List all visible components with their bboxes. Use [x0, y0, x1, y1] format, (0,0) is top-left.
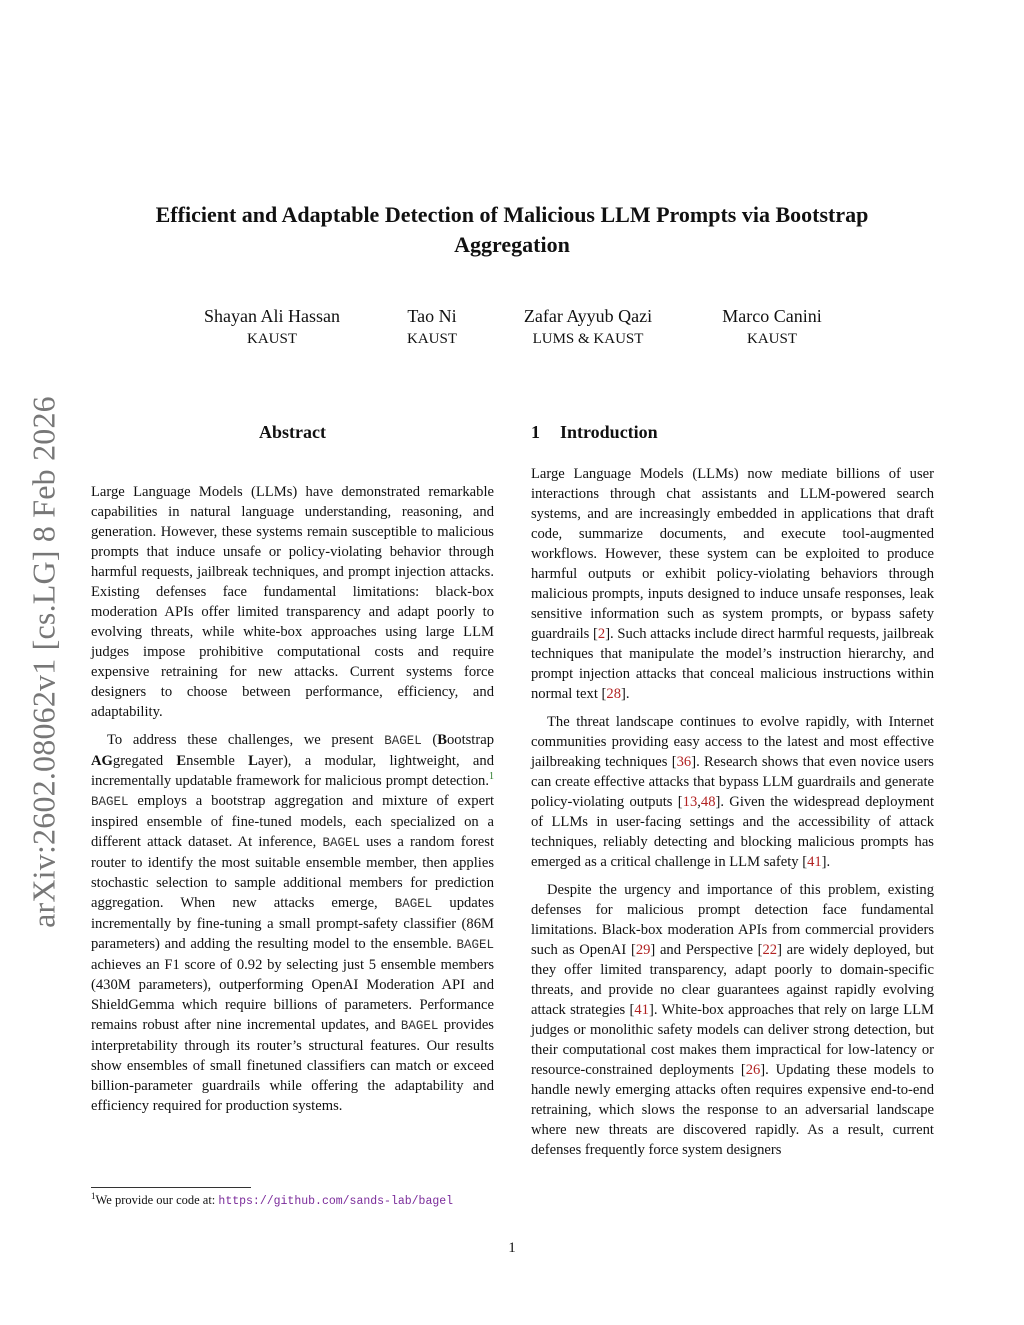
text-run: ].	[821, 854, 831, 870]
citation-link[interactable]: 22	[762, 942, 778, 958]
text-run: ]. Given the widespread deployment of LLMs in user-facing settings and the accessibility of attack techniques, reliably detecting and blocking malicious prompts has emerged as a critical challenge in LLM safety [	[531, 794, 934, 870]
citation-link[interactable]: 29	[635, 942, 651, 958]
author-affiliation: KAUST	[746, 331, 798, 347]
text-run: ,	[697, 794, 701, 810]
introduction-paragraph	[531, 464, 934, 704]
text-run: ]. White-box approaches that rely on large LLM judges or monolithic safety models can deliver strong detection, but their computational cost makes them impractical for low-latency or resource-constrained deployments [	[531, 1002, 935, 1078]
text-run: achieves an F1 score of 0.92 by selecting just 5 ensemble members (430M parameters), outperforming OpenAI Moderation API and ShieldGemma which require billions of parameters. Performance remains robust after nine incremental updates, and	[91, 957, 494, 1033]
abstract-paragraph: Large Language Models (LLMs) have demonstrated remarkable capabilities in natural language understanding, reasoning, and generation. However, these systems remain susceptible to malicious prompts that induce unsafe or policy-violating behavior through harmful requests, jailbreak techniques, and prompt injection attacks. Existing defenses face fundamental limitations: black-box moderation APIs offer limited transparency and adapt poorly to evolving threats, while white-box approaches using large LLM judges impose prohibitive computational costs and require expensive retraining for new attacks. Current systems force designers to choose between performance, efficiency, and adaptability.	[91, 484, 494, 720]
citation-link[interactable]: 2	[597, 626, 606, 642]
acronym-letter: B	[437, 732, 447, 748]
author-block-1	[204, 304, 340, 350]
footnote-text: We provide our code at:	[95, 1193, 219, 1207]
author-block-3	[524, 304, 652, 350]
paper-title: Efficient and Adaptable Detection of Malicious LLM Prompts via Bootstrap Aggregation	[155, 202, 869, 257]
citation-link[interactable]: 28	[606, 686, 621, 702]
text-run: (	[421, 732, 438, 748]
author-name: Zafar Ayyub Qazi	[523, 306, 653, 326]
text-run: ootstrap	[446, 732, 495, 748]
introduction-body	[531, 464, 934, 1168]
abstract-paragraph	[91, 730, 494, 1116]
acronym-letter: E	[176, 753, 187, 769]
system-name: BAGEL	[400, 1019, 439, 1033]
text-run: The threat landscape continues to evolve rapidly, with Internet communities providing easy access to the latest and most effective jailbreaking techniques [	[531, 714, 934, 770]
acronym-letter: AG	[91, 753, 113, 769]
text-run: employs a bootstrap aggregation and mixture of expert inspired ensemble of fine-tuned models, each specialized on a different attack dataset. At inference,	[91, 793, 494, 850]
text-run: ]. Updating these models to handle newly emerging attacks often requires expensive end-to-end retraining, which slows the response to an adversarial landscape where new threats are discovered rapidly. As a result, current defenses frequently force system designers	[531, 1062, 934, 1158]
citation-link[interactable]: 13	[682, 794, 698, 810]
author-name: Tao Ni	[407, 306, 457, 326]
author-block-2	[407, 304, 457, 350]
text-run: updates incrementally by fine-tuning a small prompt-safety classifier (86M parameters) and adding the resulting model to the ensemble.	[91, 895, 494, 952]
author-block-4	[722, 304, 821, 350]
text-run: nsemble	[186, 753, 249, 769]
section-number: 1	[531, 422, 540, 442]
system-name: BAGEL	[456, 938, 494, 952]
citation-link[interactable]: 36	[676, 754, 692, 770]
footnote	[91, 1192, 453, 1210]
text-run: To address these challenges, we present	[107, 732, 385, 748]
system-name: BAGEL	[322, 836, 360, 850]
footnote-mark: 1	[91, 1190, 96, 1201]
text-run: ayer), a modular, lightweight, and incrementally updatable framework for malicious prompt detection.	[91, 753, 494, 789]
system-name: BAGEL	[384, 734, 422, 748]
page-number: 1	[508, 1240, 516, 1256]
introduction-paragraph	[531, 712, 934, 872]
author-affiliation: KAUST	[246, 331, 298, 347]
citation-link[interactable]: 48	[700, 794, 716, 810]
text-run: ]. Research shows that even novice users can create effective attacks that bypass LLM guardrails and generate policy-violating outputs [	[531, 754, 934, 810]
text-run: ].	[620, 686, 630, 702]
abstract-body	[91, 482, 494, 1124]
text-run: gregated	[112, 753, 177, 769]
arxiv-identifier-stamp: arXiv:2602.08062v1 [cs.LG] 8 Feb 2026	[25, 396, 62, 928]
text-run: ]. Such attacks include direct harmful requests, jailbreak techniques that manipulate the model’s instruction hierarchy, and prompt injection attacks that conceal malicious instructions within normal text [	[531, 626, 934, 702]
citation-link[interactable]: 41	[634, 1002, 649, 1018]
author-name: Marco Canini	[722, 306, 822, 326]
text-run: ] are widely deployed, but they offer limited transparency, adapt poorly to domain-specific threats, and provide no clear guarantees against rapidly evolving attack strategies [	[531, 942, 934, 1018]
author-name: Shayan Ali Hassan	[204, 306, 340, 326]
text-run: provides interpretability through its router’s structural features. Our results show ensembles of small finetuned classifiers can match or exceed billion-parameter guardrails while offering the adaptability and efficiency required for production systems.	[91, 1017, 494, 1114]
citation-link[interactable]: 41	[807, 854, 822, 870]
footnote-divider	[91, 1187, 251, 1188]
system-name: BAGEL	[91, 795, 129, 809]
text-run: ] and Perspective [	[650, 942, 763, 958]
author-affiliation: KAUST	[406, 331, 458, 347]
text-run: Large Language Models (LLMs) now mediate billions of user interactions through chat assistants and LLM-powered search systems, and are increasingly embedded in applications that draft code, summarize documents, and execute tool-augmented workflows. However, these system can be exploited to produce harmful outputs or exhibit policy-violating behaviors through malicious prompts, inputs designed to induce unsafe responses, leak sensitive information such as system prompts, or bypass safety guardrails [	[531, 466, 934, 642]
code-repository-link[interactable]: https://github.com/sands-lab/bagel	[218, 1195, 454, 1208]
abstract-heading: Abstract	[259, 422, 326, 442]
text-run: Despite the urgency and importance of this problem, existing defenses for malicious prompt detection face fundamental limitations. Black-box moderation APIs from commercial providers such as OpenAI [	[531, 882, 934, 958]
author-affiliation: LUMS & KAUST	[532, 331, 644, 347]
text-run: uses a random forest router to identify the most suitable ensemble member, then applies stochastic selection to sample additional members for prediction aggregation. When new attacks emerge,	[91, 834, 494, 911]
acronym-letter: L	[248, 753, 258, 769]
citation-link[interactable]: 26	[745, 1062, 761, 1078]
section-title: Introduction	[560, 422, 658, 442]
footnote-link[interactable]: 1	[489, 771, 494, 783]
section-heading-introduction	[531, 420, 658, 444]
introduction-paragraph	[531, 880, 934, 1160]
system-name: BAGEL	[394, 897, 433, 911]
